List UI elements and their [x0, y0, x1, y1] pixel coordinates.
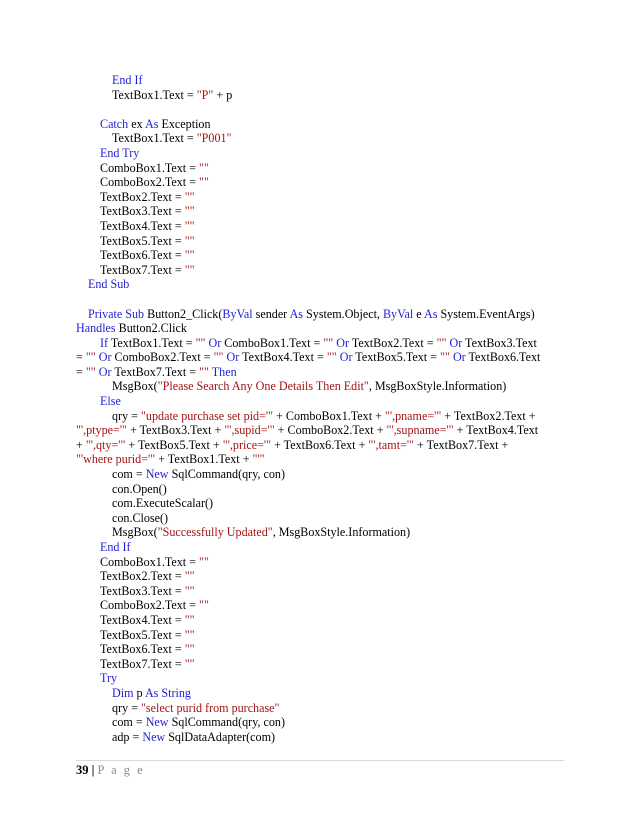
- code-string: "',supname='": [386, 423, 454, 438]
- code-line: [76, 88, 576, 103]
- code-string: "'where purid='": [76, 452, 156, 467]
- code-text: + TextBox3.Text +: [126, 423, 225, 438]
- code-keyword: Handles: [76, 321, 116, 336]
- code-keyword: End Try: [100, 145, 140, 160]
- code-line: [76, 73, 576, 88]
- code-string: "": [199, 364, 209, 379]
- code-string: "',supid='": [224, 423, 275, 438]
- code-text: ComboBox1.Text =: [100, 554, 200, 569]
- code-keyword: Or: [226, 350, 240, 365]
- code-line: [76, 715, 576, 730]
- code-line: [76, 628, 576, 643]
- code-string: "',price='": [222, 437, 272, 452]
- code-text: con.Open(): [112, 481, 167, 496]
- code-line: [76, 277, 576, 292]
- code-string: "": [323, 335, 334, 350]
- code-text: SqlCommand(qry, con): [168, 715, 285, 730]
- code-text: ComboBox1.Text =: [221, 335, 324, 350]
- code-text: ComboBox2.Text =: [100, 175, 200, 190]
- code-line: [76, 584, 576, 599]
- code-text: +: [76, 437, 86, 452]
- code-string: "select purid from purchase": [141, 700, 280, 715]
- code-text: p: [133, 685, 145, 700]
- code-text: + TextBox4.Text: [453, 423, 539, 438]
- code-text: System.EventArgs): [437, 306, 535, 321]
- code-line: [76, 117, 576, 132]
- code-line: [76, 671, 576, 686]
- code-line: [76, 234, 576, 249]
- code-text: con.Close(): [112, 510, 169, 525]
- code-text: Button2.Click: [115, 321, 187, 336]
- code-string: "Please Search Any One Details Then Edit": [157, 379, 369, 394]
- page-footer: [76, 760, 564, 778]
- blank-line: [76, 102, 576, 117]
- code-line: [76, 642, 576, 657]
- code-text: + TextBox6.Text +: [271, 437, 369, 452]
- code-keyword: New: [145, 467, 169, 482]
- code-string: "": [436, 335, 447, 350]
- code-text: , MsgBoxStyle.Information): [272, 525, 411, 540]
- code-text: MsgBox(: [112, 525, 158, 540]
- code-line: [76, 569, 576, 584]
- code-keyword: Try: [100, 671, 118, 686]
- code-line: [76, 467, 576, 482]
- code-text: ex: [128, 116, 146, 131]
- code-text: + TextBox5.Text +: [125, 437, 223, 452]
- code-line: [76, 146, 576, 161]
- code-string: "": [184, 583, 195, 598]
- code-text: ComboBox2.Text =: [100, 598, 200, 613]
- code-keyword: As String: [144, 685, 191, 700]
- code-line: [76, 321, 576, 336]
- code-keyword: Or: [98, 364, 112, 379]
- code-line: [76, 686, 576, 701]
- code-text: ComboBox2.Text =: [111, 350, 214, 365]
- code-text: SqlCommand(qry, con): [168, 467, 285, 482]
- code-line: [76, 540, 576, 555]
- code-line: [76, 423, 576, 438]
- code-line: [76, 204, 576, 219]
- code-line: [76, 598, 576, 613]
- code-line: [76, 496, 576, 511]
- code-string: "": [195, 335, 206, 350]
- code-line: [76, 350, 576, 365]
- code-line: [76, 394, 576, 409]
- code-keyword: Private Sub: [88, 306, 145, 321]
- code-keyword: Else: [100, 394, 121, 409]
- code-keyword: ByVal: [222, 306, 253, 321]
- code-string: "P001": [196, 131, 232, 146]
- code-line: [76, 555, 576, 570]
- code-line: [76, 336, 576, 351]
- footer-page-label: P a g e: [97, 763, 145, 777]
- code-text: + ComboBox1.Text +: [273, 408, 385, 423]
- code-line: [76, 379, 576, 394]
- code-line: [76, 190, 576, 205]
- code-text: com =: [112, 715, 146, 730]
- page-number: 39: [76, 763, 89, 777]
- code-string: "": [326, 350, 337, 365]
- code-text: Button2_Click(: [144, 306, 223, 321]
- code-text: TextBox3.Text =: [100, 204, 185, 219]
- code-string: "'": [252, 452, 265, 467]
- code-text: TextBox6.Text =: [100, 642, 185, 657]
- code-string: "P": [196, 87, 214, 102]
- code-text: TextBox1.Text =: [112, 87, 197, 102]
- code-string: "',pname='": [384, 408, 442, 423]
- code-line: [76, 263, 576, 278]
- code-string: "": [184, 642, 195, 657]
- code-text: System.Object,: [303, 306, 383, 321]
- code-string: "": [199, 175, 209, 190]
- code-text: com.ExecuteScalar(): [112, 496, 214, 511]
- code-line: [76, 511, 576, 526]
- code-keyword: New: [142, 729, 166, 744]
- code-text: + TextBox1.Text +: [155, 452, 253, 467]
- code-line: [76, 365, 576, 380]
- code-line: [76, 307, 576, 322]
- code-text: ComboBox1.Text =: [100, 160, 200, 175]
- code-string: "": [184, 612, 195, 627]
- code-string: "": [184, 189, 195, 204]
- code-line: [76, 248, 576, 263]
- code-line: [76, 525, 576, 540]
- code-text: =: [76, 364, 86, 379]
- code-string: "": [199, 160, 209, 175]
- code-string: "": [184, 262, 195, 277]
- code-string: "": [184, 204, 195, 219]
- code-keyword: New: [145, 715, 169, 730]
- code-keyword: As: [145, 116, 159, 131]
- code-text: TextBox2.Text =: [100, 189, 185, 204]
- code-text: com =: [112, 467, 146, 482]
- code-string: "',qty='": [85, 437, 126, 452]
- code-line: [76, 131, 576, 146]
- code-text: + p: [213, 87, 233, 102]
- code-line: [76, 657, 576, 672]
- code-text: e: [413, 306, 424, 321]
- code-string: "": [199, 598, 209, 613]
- code-text: TextBox3.Text =: [100, 583, 185, 598]
- code-listing: [76, 73, 576, 744]
- code-text: TextBox5.Text =: [100, 627, 185, 642]
- code-keyword: As: [289, 306, 304, 321]
- code-string: "": [213, 350, 224, 365]
- code-keyword: End If: [100, 540, 131, 554]
- code-text: TextBox2.Text =: [100, 569, 185, 584]
- code-line: [76, 219, 576, 234]
- code-string: "": [184, 248, 195, 263]
- code-text: TextBox4.Text =: [239, 350, 327, 365]
- code-text: TextBox4.Text =: [100, 218, 185, 233]
- code-keyword: Or: [452, 350, 466, 365]
- code-keyword: Dim: [112, 685, 134, 700]
- code-text: TextBox6.Text =: [100, 248, 185, 263]
- code-keyword: Or: [98, 350, 112, 365]
- code-text: TextBox7.Text =: [100, 656, 185, 671]
- code-string: "": [184, 233, 195, 248]
- code-text: TextBox7.Text =: [100, 262, 185, 277]
- code-text: qry =: [112, 408, 141, 423]
- code-string: "Successfully Updated": [157, 525, 273, 540]
- code-line: [76, 613, 576, 628]
- code-string: "": [184, 656, 195, 671]
- code-text: , MsgBoxStyle.Information): [368, 379, 507, 394]
- code-text: SqlDataAdapter(com): [165, 729, 275, 744]
- code-text: adp =: [112, 729, 143, 744]
- code-keyword: End If: [112, 73, 143, 87]
- code-text: Exception: [158, 116, 211, 131]
- code-line: [76, 161, 576, 176]
- code-text: TextBox5.Text =: [100, 233, 185, 248]
- code-string: "": [184, 218, 195, 233]
- code-keyword: As: [423, 306, 438, 321]
- code-string: "": [199, 554, 209, 569]
- code-keyword: Catch: [100, 116, 129, 131]
- code-line: [76, 175, 576, 190]
- blank-line: [76, 292, 576, 307]
- code-text: TextBox3.Text: [462, 335, 537, 350]
- code-text: TextBox6.Text: [465, 350, 541, 365]
- code-text: =: [76, 350, 86, 365]
- code-text: TextBox1.Text =: [112, 131, 197, 146]
- code-string: "": [184, 569, 195, 584]
- code-keyword: Or: [208, 335, 222, 350]
- code-string: "',tamt='": [368, 437, 414, 452]
- code-keyword: End Sub: [88, 277, 130, 292]
- code-keyword: ByVal: [382, 306, 414, 321]
- code-line: [76, 452, 576, 467]
- code-keyword: Or: [339, 350, 353, 365]
- code-string: "',ptype='": [76, 423, 127, 438]
- code-string: "": [85, 364, 96, 379]
- footer-separator: |: [91, 763, 95, 777]
- code-string: "": [85, 350, 96, 365]
- code-line: [76, 482, 576, 497]
- code-text: MsgBox(: [112, 379, 158, 394]
- code-keyword: If: [100, 335, 109, 350]
- code-text: TextBox2.Text =: [349, 335, 437, 350]
- code-keyword: Or: [449, 335, 463, 350]
- code-string: "": [440, 350, 450, 365]
- code-keyword: Or: [336, 335, 350, 350]
- code-line: [76, 701, 576, 716]
- code-text: TextBox7.Text =: [111, 364, 200, 379]
- code-text: TextBox5.Text =: [352, 350, 441, 365]
- code-text: + TextBox2.Text +: [441, 408, 536, 423]
- code-line: [76, 438, 576, 453]
- code-line: [76, 730, 576, 745]
- code-text: sender: [252, 306, 290, 321]
- code-string: "update purchase set pid='": [141, 408, 274, 423]
- code-line: [76, 409, 576, 424]
- code-text: + ComboBox2.Text +: [274, 423, 387, 438]
- code-text: TextBox1.Text =: [108, 335, 196, 350]
- code-string: "": [184, 627, 195, 642]
- code-text: qry =: [112, 700, 141, 715]
- code-text: + TextBox7.Text +: [414, 437, 509, 452]
- code-keyword: Then: [211, 364, 237, 379]
- code-text: TextBox4.Text =: [100, 612, 185, 627]
